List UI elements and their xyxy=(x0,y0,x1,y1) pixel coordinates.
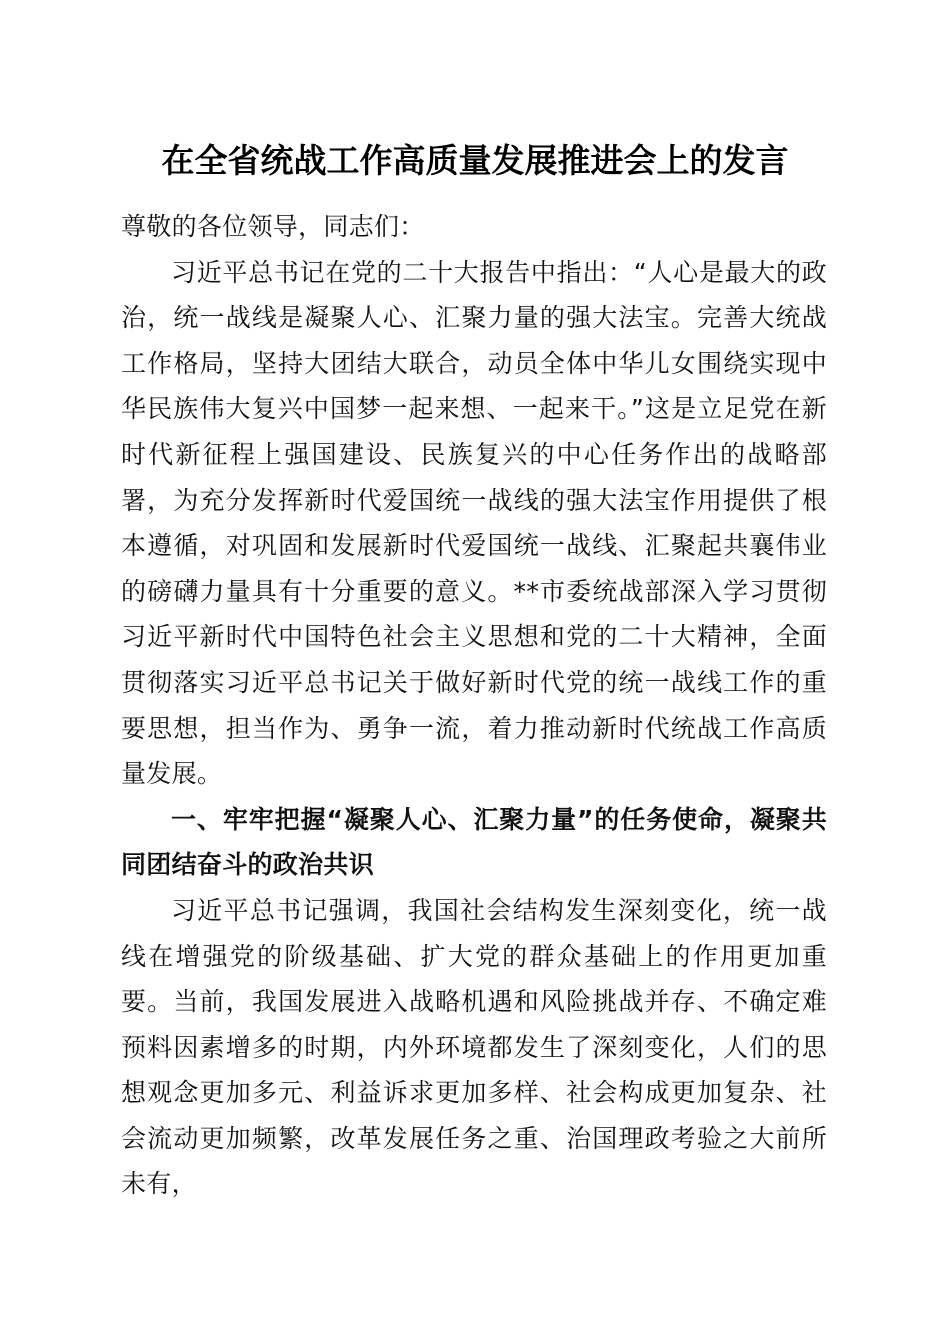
body-paragraph-2: 习近平总书记强调，我国社会结构发生深刻变化，统一战线在增强党的阶级基础、扩大党的群众基础上的作用更加重要。当前，我国发展进入战略机遇和风险挑战并存、不确定难预料因素增多的时期，内外环境都发生了深刻变化，人们的思想观念更加多元、利益诉求更加多样、社会构成更加复杂、社会流动更加频繁，改革发展任务之重、治国理政考验之大前所未有， xyxy=(121,895,827,1199)
section-heading-1: 一、牢牢把握“凝聚人心、汇聚力量”的任务使命，凝聚共同团结奋斗的政治共识 xyxy=(121,804,827,880)
body-paragraph-1: 习近平总书记在党的二十大报告中指出：“人心是最大的政治，统一战线是凝聚人心、汇聚力量的强大法宝。完善大统战工作格局，坚持大团结大联合，动员全体中华儿女围绕实现中华民族伟大复兴中国梦一起来想、一起来干。”这是立足党在新时代新征程上强国建设、民族复兴的中心任务作出的战略部署，为充分发挥新时代爱国统一战线的强大法宝作用提供了根本遵循，对巩固和发展新时代爱国统一战线、汇聚起共襄伟业的磅礴力量具有十分重要的意义。**市委统战部深入学习贯彻习近平新时代中国特色社会主义思想和党的二十大精神，全面贯彻落实习近平总书记关于做好新时代党的统一战线工作的重要思想，担当作为、勇争一流，着力推动新时代统战工作高质量发展。 xyxy=(121,257,827,789)
document-title: 在全省统战工作高质量发展推进会上的发言 xyxy=(161,141,789,180)
document-body xyxy=(121,204,827,1207)
salutation: 尊敬的各位领导，同志们： xyxy=(121,212,425,241)
